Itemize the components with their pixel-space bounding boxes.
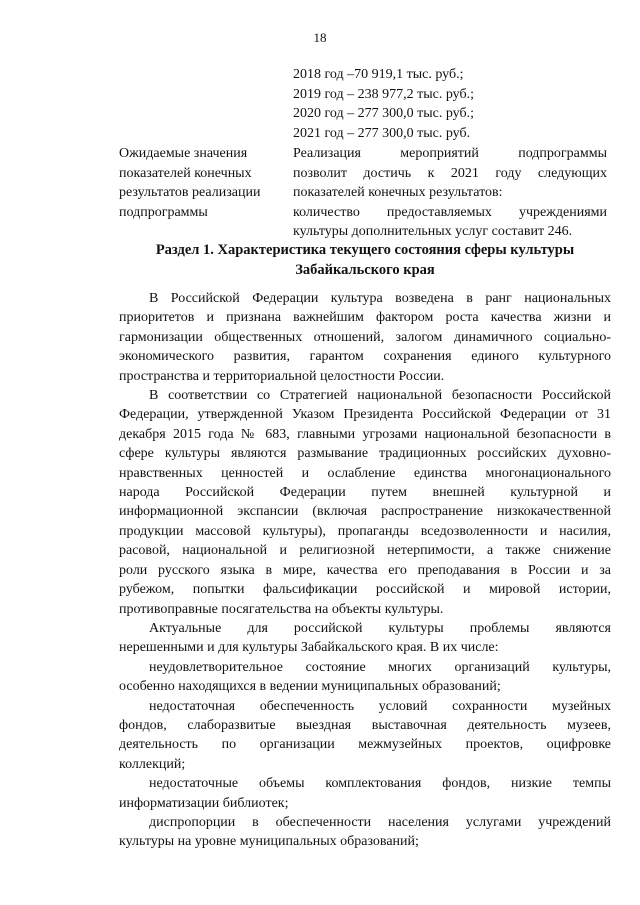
body-line: культуры на уровне муниципальных образований;	[119, 834, 419, 850]
section-heading-line: Забайкальского края	[295, 262, 435, 278]
page-number: 18	[313, 30, 327, 45]
section-body	[119, 289, 611, 852]
expected-results-line: Реализация мероприятий подпрограммы	[293, 146, 607, 161]
body-line: гармонизации общественных отношений, залогом динамичного социально-	[119, 329, 611, 345]
body-line: роли русского языка в мире, качества его преподавания в России и за	[119, 562, 611, 578]
body-paragraph	[119, 774, 611, 813]
body-line: противоправные посягательства на объекты культуры.	[119, 601, 444, 617]
body-line: неудовлетворительное состояние многих организаций культуры,	[149, 659, 611, 675]
body-paragraph	[119, 289, 611, 386]
body-line: диспропорции в обеспеченности населения услугами учреждений	[149, 814, 611, 830]
funding-by-year	[293, 65, 474, 143]
body-line: рубежом, попытки фальсификации российской и мировой истории,	[119, 582, 611, 598]
body-paragraph	[119, 697, 611, 775]
funding-2021: 2021 год – 277 300,0 тыс. руб.	[293, 125, 471, 141]
body-paragraph	[119, 386, 611, 619]
body-line: коллекций;	[119, 756, 186, 772]
expected-results-text	[293, 144, 607, 242]
funding-2018: 2018 год –70 919,1 тыс. руб.;	[293, 67, 464, 82]
section-heading-line: Раздел 1. Характеристика текущего состояния сферы культуры	[155, 242, 575, 258]
body-paragraph	[119, 813, 611, 852]
body-paragraph	[119, 658, 611, 697]
body-line: деятельность по организации межмузейных проектов, оцифровке	[119, 737, 611, 753]
body-line: В соответствии со Стратегией национальной безопасности Российской	[149, 388, 611, 404]
body-line: экономического развития, гарантом сохранения единого культурного	[119, 349, 611, 365]
body-line: информационной экспансии (включая распространение низкокачественной	[119, 504, 611, 520]
body-line: пространства и территориальной целостности России.	[119, 368, 445, 384]
body-line: приоритетов и признана важнейшим фактором роста качества жизни и	[119, 310, 611, 326]
body-line: Федерации, утвержденной Указом Президента Российской Федерации от 31	[119, 407, 611, 423]
expected-results-line: позволит достичь к 2021 году следующих	[293, 165, 607, 181]
body-line: нерешенными и для культуры Забайкальского края. В их числе:	[119, 640, 499, 656]
body-line: особенно находящихся в ведении муниципальных образований;	[119, 679, 501, 695]
body-line: народа Российской Федерации путем внешней культурной и	[119, 485, 611, 501]
funding-2019: 2019 год – 238 977,2 тыс. руб.;	[293, 86, 474, 102]
expected-results-line: показателей конечных результатов:	[293, 185, 503, 200]
body-line: информатизации библиотек;	[119, 795, 289, 811]
body-line: Актуальные для российской культуры проблемы являются	[149, 620, 611, 636]
section-heading	[119, 240, 611, 280]
expected-results-line: количество предоставляемых учреждениями	[293, 204, 607, 220]
expected-results-line: культуры дополнительных услуг составит 246.	[293, 224, 573, 239]
body-line: В Российской Федерации культура возведена в ранг национальных	[149, 291, 611, 306]
funding-2020: 2020 год – 277 300,0 тыс. руб.;	[293, 106, 474, 121]
body-line: недостаточная обеспеченность условий сохранности музейных	[149, 698, 611, 714]
body-line: недостаточные объемы комплектования фондов, низкие темпы	[149, 776, 611, 792]
body-line: декабря 2015 года № 683, главными угрозами национальной безопасности в	[119, 426, 611, 442]
body-line: нравственных ценностей и ослабление единства многонационального	[119, 465, 611, 481]
body-line: сфере культуры являются размывание традиционных российских духовно-	[119, 446, 611, 462]
expected-results-label: Ожидаемые значения показателей конечных результатов реализации подпрограммы	[119, 146, 261, 220]
body-line: продукции массовой культуры), пропаганды вседозволенности и насилия,	[119, 523, 611, 539]
body-paragraph	[119, 619, 611, 658]
body-line: расовой, национальной и религиозной нетерпимости, а также снижение	[119, 543, 611, 559]
body-line: фондов, слаборазвитые выездная выставочная деятельность музеев,	[119, 717, 611, 733]
